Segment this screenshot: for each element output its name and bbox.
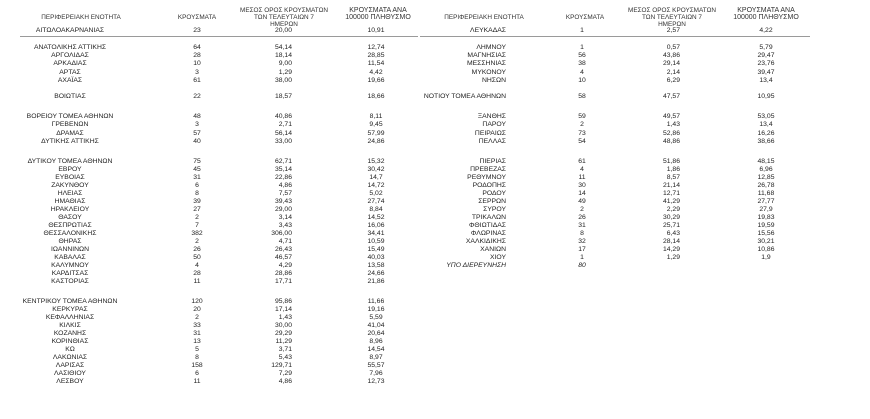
region-cell: ΚΕΦΑΛΛΗΝΙΑΣ bbox=[45, 314, 95, 321]
avg7-cell: 38,00 bbox=[274, 77, 292, 84]
avg7-cell: 7,29 bbox=[278, 370, 292, 377]
region-cell: ΞΑΝΘΗΣ bbox=[477, 113, 506, 120]
per100k-cell: 14,7 bbox=[369, 174, 383, 181]
per100k-cell: 14,54 bbox=[367, 346, 385, 353]
avg7-cell: 62,71 bbox=[274, 158, 292, 165]
region-cell: ΤΡΙΚΑΛΩΝ bbox=[471, 214, 506, 221]
cases-cell: 3 bbox=[195, 121, 199, 128]
cases-cell: 6 bbox=[195, 182, 199, 189]
region-cell: ΛΕΣΒΟΥ bbox=[56, 378, 84, 385]
per100k-cell: 57,99 bbox=[367, 130, 385, 137]
cases-cell: 26 bbox=[193, 246, 201, 253]
region-cell: ΘΕΣΣΑΛΟΝΙΚΗΣ bbox=[43, 230, 97, 237]
cases-cell: 11 bbox=[578, 174, 586, 181]
cases-cell: 40 bbox=[193, 138, 201, 145]
cases-cell: 158 bbox=[191, 362, 203, 369]
per100k-cell: 27,77 bbox=[757, 198, 775, 205]
avg7-cell: 54,14 bbox=[274, 44, 292, 51]
cases-cell: 38 bbox=[578, 60, 586, 67]
cases-cell: 31 bbox=[193, 174, 201, 181]
per100k-cell: 9,45 bbox=[369, 121, 383, 128]
region-cell: ΑΡΤΑΣ bbox=[59, 69, 81, 76]
per100k-cell: 39,47 bbox=[757, 69, 775, 76]
region-cell: ΚΑΒΑΛΑΣ bbox=[54, 254, 86, 261]
avg7-cell: 20,00 bbox=[274, 27, 292, 34]
avg7-cell: 129,71 bbox=[271, 362, 292, 369]
per100k-cell: 6,96 bbox=[759, 166, 773, 173]
region-cell: ΘΑΣΟΥ bbox=[58, 214, 82, 221]
per100k-cell: 19,83 bbox=[757, 214, 775, 221]
region-cell: ΚΕΡΚΥΡΑΣ bbox=[52, 306, 88, 313]
per100k-cell: 5,59 bbox=[369, 314, 383, 321]
per100k-cell: 24,66 bbox=[367, 270, 385, 277]
region-cell: ΑΙΤΩΛΟΑΚΑΡΝΑΝΙΑΣ bbox=[35, 27, 105, 34]
cases-cell: 61 bbox=[193, 77, 201, 84]
region-cell: ΠΙΕΡΙΑΣ bbox=[479, 158, 506, 165]
cases-cell: 27 bbox=[193, 206, 201, 213]
avg7-cell: 1,29 bbox=[278, 69, 292, 76]
avg7-cell: 1,86 bbox=[666, 166, 680, 173]
region-cell: ΚΩ bbox=[65, 346, 75, 353]
cases-cell: 1 bbox=[580, 27, 584, 34]
cases-cell: 23 bbox=[193, 27, 201, 34]
cases-cell: 39 bbox=[193, 198, 201, 205]
region-cell: ΒΟΙΩΤΙΑΣ bbox=[54, 93, 86, 100]
cases-cell: 28 bbox=[193, 52, 201, 59]
avg7-cell: 12,71 bbox=[662, 190, 680, 197]
per100k-cell: 15,32 bbox=[367, 158, 385, 165]
avg7-cell: 18,14 bbox=[274, 52, 292, 59]
cases-cell: 59 bbox=[578, 113, 586, 120]
per100k-cell: 27,74 bbox=[367, 198, 385, 205]
region-cell: ΚΑΛΥΜΝΟΥ bbox=[51, 262, 89, 269]
avg7-cell: 17,14 bbox=[274, 306, 292, 313]
avg7-cell: 51,86 bbox=[662, 158, 680, 165]
per100k-cell: 13,58 bbox=[367, 262, 385, 269]
per100k-cell: 27,9 bbox=[759, 206, 773, 213]
region-cell: ΣΥΡΟΥ bbox=[483, 206, 506, 213]
avg7-cell: 14,29 bbox=[662, 246, 680, 253]
per100k-cell: 8,11 bbox=[369, 113, 383, 120]
per100k-cell: 23,76 bbox=[757, 60, 775, 67]
cases-cell: 28 bbox=[193, 270, 201, 277]
cases-cell: 56 bbox=[578, 52, 586, 59]
avg7-cell: 41,29 bbox=[662, 198, 680, 205]
cases-cell: 20 bbox=[193, 306, 201, 313]
region-cell: ΝΗΣΩΝ bbox=[481, 77, 506, 84]
per100k-cell: 19,66 bbox=[367, 77, 385, 84]
per100k-cell: 38,66 bbox=[757, 138, 775, 145]
per100k-cell: 10,95 bbox=[757, 93, 775, 100]
per100k-cell: 12,74 bbox=[367, 44, 385, 51]
per100k-cell: 55,57 bbox=[367, 362, 385, 369]
region-cell: ΠΕΛΛΑΣ bbox=[478, 138, 506, 145]
cases-cell: 57 bbox=[193, 130, 201, 137]
cases-cell: 31 bbox=[193, 330, 201, 337]
avg7-cell: 48,86 bbox=[662, 138, 680, 145]
per100k-cell: 16,06 bbox=[367, 222, 385, 229]
region-cell: ΑΡΚΑΔΙΑΣ bbox=[53, 60, 87, 67]
region-cell: ΜΑΓΝΗΣΙΑΣ bbox=[467, 52, 506, 59]
avg7-cell: 52,86 bbox=[662, 130, 680, 137]
cases-cell: 2 bbox=[195, 214, 199, 221]
avg7-cell: 33,00 bbox=[274, 138, 292, 145]
per100k-cell: 30,21 bbox=[757, 238, 775, 245]
avg7-cell: 4,86 bbox=[278, 182, 292, 189]
per100k-cell: 20,64 bbox=[367, 330, 385, 337]
avg7-cell: 11,29 bbox=[275, 338, 292, 345]
region-cell: ΧΑΝΙΩΝ bbox=[480, 246, 506, 253]
cases-cell: 32 bbox=[578, 238, 586, 245]
avg7-cell: 1,29 bbox=[666, 254, 680, 261]
avg7-cell: 46,57 bbox=[274, 254, 292, 261]
cases-cell: 49 bbox=[578, 198, 586, 205]
per100k-cell: 11,54 bbox=[367, 60, 385, 67]
avg7-cell: 39,43 bbox=[274, 198, 292, 205]
avg7-cell: 17,71 bbox=[274, 278, 292, 285]
header-left-region: ΠΕΡΙΦΕΡΕΙΑΚΗ ΕΝΟΤΗΤΑ bbox=[41, 14, 121, 21]
avg7-cell: 3,14 bbox=[278, 214, 292, 221]
region-cell: ΧΙΟΥ bbox=[489, 254, 506, 261]
region-cell: ΔΡΑΜΑΣ bbox=[56, 130, 84, 137]
region-cell: ΛΗΜΝΟΥ bbox=[476, 44, 506, 51]
region-cell: ΑΝΑΤΟΛΙΚΗΣ ΑΤΤΙΚΗΣ bbox=[33, 44, 107, 51]
region-cell: ΑΧΑΪΑΣ bbox=[57, 77, 83, 84]
header-right-avg7: ΜΕΣΟΣ ΟΡΟΣ ΚΡΟΥΣΜΑΤΩΝ ΤΩΝ ΤΕΛΕΥΤΑΙΩΝ 7 ΗΜΕΡΩΝ bbox=[628, 7, 716, 28]
region-cell: ΕΒΡΟΥ bbox=[58, 166, 82, 173]
cases-cell: 17 bbox=[578, 246, 586, 253]
header-right-per100k: ΚΡΟΥΣΜΑΤΑ ΑΝΑ 100000 ΠΛΗΘΥΣΜΟ bbox=[733, 7, 799, 21]
region-cell: ΗΡΑΚΛΕΙΟΥ bbox=[50, 206, 90, 213]
cases-cell: 8 bbox=[195, 354, 199, 361]
region-cell: ΔΥΤΙΚΗΣ ΑΤΤΙΚΗΣ bbox=[41, 138, 99, 145]
per100k-cell: 13,4 bbox=[759, 77, 773, 84]
region-cell: ΗΛΕΙΑΣ bbox=[57, 190, 83, 197]
region-cell: ΠΡΕΒΕΖΑΣ bbox=[470, 166, 506, 173]
left-top-rule bbox=[20, 36, 418, 37]
cases-cell: 7 bbox=[195, 222, 199, 229]
region-cell: ΛΕΥΚΑΔΑΣ bbox=[470, 27, 506, 34]
avg7-cell: 3,71 bbox=[278, 346, 292, 353]
per100k-cell: 5,79 bbox=[759, 44, 773, 51]
region-cell: ΙΩΑΝΝΙΝΩΝ bbox=[50, 246, 90, 253]
cases-cell: 30 bbox=[578, 182, 586, 189]
avg7-cell: 5,43 bbox=[278, 354, 292, 361]
avg7-cell: 95,86 bbox=[274, 298, 292, 305]
header-right-cases: ΚΡΟΥΣΜΑΤΑ bbox=[565, 14, 605, 21]
cases-cell: 64 bbox=[193, 44, 201, 51]
cases-cell: 4 bbox=[195, 262, 199, 269]
avg7-cell: 9,00 bbox=[278, 60, 292, 67]
per100k-cell: 15,49 bbox=[367, 246, 385, 253]
cases-cell: 48 bbox=[193, 113, 201, 120]
region-cell: ΛΑΚΩΝΙΑΣ bbox=[52, 354, 88, 361]
per100k-cell: 14,52 bbox=[367, 214, 385, 221]
avg7-cell: 25,71 bbox=[662, 222, 680, 229]
avg7-cell: 26,43 bbox=[274, 246, 292, 253]
region-cell: ΠΕΙΡΑΙΩΣ bbox=[474, 130, 506, 137]
cases-cell: 14 bbox=[578, 190, 586, 197]
per100k-cell: 10,86 bbox=[757, 246, 775, 253]
avg7-cell: 43,86 bbox=[662, 52, 680, 59]
per100k-cell: 15,56 bbox=[757, 230, 775, 237]
cases-cell: 382 bbox=[191, 230, 203, 237]
avg7-cell: 47,57 bbox=[662, 93, 680, 100]
cases-cell: 2 bbox=[195, 314, 199, 321]
avg7-cell: 6,29 bbox=[666, 77, 680, 84]
per100k-cell: 41,04 bbox=[367, 322, 385, 329]
cases-cell: 13 bbox=[193, 338, 201, 345]
per100k-cell: 5,02 bbox=[369, 190, 383, 197]
cases-cell: 31 bbox=[578, 222, 586, 229]
region-cell: ΡΟΔΟΠΗΣ bbox=[472, 182, 506, 189]
cases-cell: 6 bbox=[195, 370, 199, 377]
region-cell: ΡΕΘΥΜΝΟΥ bbox=[467, 174, 506, 181]
avg7-cell: 4,86 bbox=[278, 378, 292, 385]
right-top-rule bbox=[420, 36, 810, 37]
avg7-cell: 7,57 bbox=[278, 190, 292, 197]
region-cell: ΚΕΝΤΡΙΚΟΥ ΤΟΜΕΑ ΑΘΗΝΩΝ bbox=[22, 298, 118, 305]
per100k-cell: 4,42 bbox=[369, 69, 383, 76]
per100k-cell: 1,9 bbox=[761, 254, 771, 261]
cases-cell: 8 bbox=[580, 230, 584, 237]
per100k-cell: 19,59 bbox=[757, 222, 775, 229]
cases-cell: 58 bbox=[578, 93, 586, 100]
cases-cell: 5 bbox=[195, 346, 199, 353]
cases-cell: 4 bbox=[580, 166, 584, 173]
region-cell: ΝΟΤΙΟΥ ΤΟΜΕΑ ΑΘΗΝΩΝ bbox=[423, 93, 506, 100]
region-cell: ΑΡΓΟΛΙΔΑΣ bbox=[51, 52, 89, 59]
cases-cell: 1 bbox=[580, 44, 584, 51]
cases-cell: 3 bbox=[195, 69, 199, 76]
region-cell: ΚΙΛΚΙΣ bbox=[59, 322, 81, 329]
avg7-cell: 30,00 bbox=[274, 322, 292, 329]
per100k-cell: 12,85 bbox=[757, 174, 775, 181]
avg7-cell: 21,14 bbox=[662, 182, 680, 189]
avg7-cell: 56,14 bbox=[274, 130, 292, 137]
region-cell: ΘΗΡΑΣ bbox=[58, 238, 82, 245]
cases-cell: 4 bbox=[580, 69, 584, 76]
per100k-cell: 8,96 bbox=[369, 338, 383, 345]
avg7-cell: 2,71 bbox=[278, 121, 292, 128]
region-cell: ΛΑΣΙΘΙΟΥ bbox=[54, 370, 86, 377]
region-cell: ΦΛΩΡΙΝΑΣ bbox=[470, 230, 506, 237]
per100k-cell: 8,97 bbox=[369, 354, 383, 361]
region-cell: ΚΑΡΔΙΤΣΑΣ bbox=[51, 270, 89, 277]
cases-cell: 120 bbox=[191, 298, 203, 305]
region-cell: ΓΡΕΒΕΝΩΝ bbox=[51, 121, 89, 128]
per100k-cell: 11,68 bbox=[757, 190, 775, 197]
cases-cell: 61 bbox=[578, 158, 586, 165]
per100k-cell: 53,05 bbox=[757, 113, 775, 120]
region-cell: ΜΥΚΟΝΟΥ bbox=[471, 69, 506, 76]
per100k-cell: 4,22 bbox=[759, 27, 773, 34]
per100k-cell: 18,66 bbox=[367, 93, 385, 100]
per100k-cell: 21,86 bbox=[367, 278, 385, 285]
avg7-cell: 306,00 bbox=[271, 230, 292, 237]
cases-cell: 50 bbox=[193, 254, 201, 261]
region-cell: ΣΕΡΡΩΝ bbox=[478, 198, 506, 205]
cases-cell: 54 bbox=[578, 138, 586, 145]
avg7-cell: 35,14 bbox=[274, 166, 292, 173]
region-cell: ΖΑΚΥΝΘΟΥ bbox=[51, 182, 89, 189]
per100k-cell: 8,84 bbox=[369, 206, 383, 213]
per100k-cell: 11,66 bbox=[367, 298, 385, 305]
avg7-cell: 8,57 bbox=[666, 174, 680, 181]
region-cell: ΜΕΣΣΗΝΙΑΣ bbox=[466, 60, 506, 67]
cases-cell: 26 bbox=[578, 214, 586, 221]
per100k-cell: 30,42 bbox=[367, 166, 385, 173]
cases-cell: 80 bbox=[578, 262, 586, 269]
per100k-cell: 12,73 bbox=[367, 378, 385, 385]
region-cell: ΚΑΣΤΟΡΙΑΣ bbox=[51, 278, 89, 285]
cases-cell: 75 bbox=[193, 158, 201, 165]
region-cell: ΠΑΡΟΥ bbox=[482, 121, 506, 128]
region-cell: ΒΟΡΕΙΟΥ ΤΟΜΕΑ ΑΘΗΝΩΝ bbox=[26, 113, 114, 120]
avg7-cell: 28,14 bbox=[662, 238, 680, 245]
header-left-avg7: ΜΕΣΟΣ ΟΡΟΣ ΚΡΟΥΣΜΑΤΩΝ ΤΩΝ ΤΕΛΕΥΤΑΙΩΝ 7 ΗΜΕΡΩΝ bbox=[240, 7, 328, 28]
per100k-cell: 10,59 bbox=[367, 238, 385, 245]
cases-cell: 11 bbox=[193, 378, 201, 385]
header-left-per100k: ΚΡΟΥΣΜΑΤΑ ΑΝΑ 100000 ΠΛΗΘΥΣΜΟ bbox=[345, 7, 411, 21]
region-cell: ΧΑΛΚΙΔΙΚΗΣ bbox=[465, 238, 506, 245]
cases-cell: 45 bbox=[193, 166, 201, 173]
header-right-region: ΠΕΡΙΦΕΡΕΙΑΚΗ ΕΝΟΤΗΤΑ bbox=[444, 14, 524, 21]
avg7-cell: 49,57 bbox=[662, 113, 680, 120]
region-cell: ΥΠΟ ΔΙΕΡΕΥΝΗΣΗ bbox=[446, 262, 506, 269]
cases-cell: 2 bbox=[580, 206, 584, 213]
cases-cell: 33 bbox=[193, 322, 201, 329]
per100k-cell: 24,86 bbox=[367, 138, 385, 145]
avg7-cell: 2,57 bbox=[666, 27, 680, 34]
region-cell: ΘΕΣΠΡΩΤΙΑΣ bbox=[48, 222, 92, 229]
cases-cell: 73 bbox=[578, 130, 586, 137]
per100k-cell: 29,47 bbox=[757, 52, 775, 59]
avg7-cell: 40,86 bbox=[274, 113, 292, 120]
avg7-cell: 2,29 bbox=[666, 206, 680, 213]
region-cell: ΛΑΡΙΣΑΣ bbox=[55, 362, 85, 369]
avg7-cell: 1,43 bbox=[278, 314, 292, 321]
per100k-cell: 26,78 bbox=[757, 182, 775, 189]
region-cell: ΡΟΔΟΥ bbox=[482, 190, 506, 197]
cases-cell: 1 bbox=[580, 254, 584, 261]
avg7-cell: 3,43 bbox=[278, 222, 292, 229]
avg7-cell: 4,71 bbox=[278, 238, 292, 245]
avg7-cell: 30,29 bbox=[662, 214, 680, 221]
avg7-cell: 22,86 bbox=[274, 174, 292, 181]
per100k-cell: 13,4 bbox=[759, 121, 773, 128]
per100k-cell: 34,41 bbox=[367, 230, 385, 237]
avg7-cell: 4,29 bbox=[278, 262, 292, 269]
per100k-cell: 28,85 bbox=[367, 52, 385, 59]
avg7-cell: 2,14 bbox=[666, 69, 680, 76]
region-cell: ΦΘΙΩΤΙΔΑΣ bbox=[469, 222, 506, 229]
per100k-cell: 40,03 bbox=[367, 254, 385, 261]
per100k-cell: 16,26 bbox=[757, 130, 775, 137]
region-cell: ΔΥΤΙΚΟΥ ΤΟΜΕΑ ΑΘΗΝΩΝ bbox=[27, 158, 113, 165]
avg7-cell: 29,14 bbox=[662, 60, 680, 67]
cases-cell: 2 bbox=[580, 121, 584, 128]
per100k-cell: 48,15 bbox=[757, 158, 775, 165]
avg7-cell: 29,29 bbox=[274, 330, 292, 337]
avg7-cell: 6,43 bbox=[666, 230, 680, 237]
cases-cell: 2 bbox=[195, 238, 199, 245]
avg7-cell: 18,57 bbox=[274, 93, 292, 100]
cases-cell: 10 bbox=[193, 60, 201, 67]
per100k-cell: 14,72 bbox=[367, 182, 385, 189]
per100k-cell: 19,16 bbox=[367, 306, 385, 313]
avg7-cell: 28,86 bbox=[274, 270, 292, 277]
region-cell: ΕΥΒΟΙΑΣ bbox=[55, 174, 85, 181]
region-cell: ΚΟΖΑΝΗΣ bbox=[53, 330, 87, 337]
avg7-cell: 29,00 bbox=[274, 206, 292, 213]
avg7-cell: 1,43 bbox=[666, 121, 680, 128]
cases-cell: 8 bbox=[195, 190, 199, 197]
cases-cell: 10 bbox=[578, 77, 586, 84]
region-cell: ΗΜΑΘΙΑΣ bbox=[54, 198, 86, 205]
region-cell: ΚΟΡΙΝΘΙΑΣ bbox=[51, 338, 89, 345]
cases-cell: 11 bbox=[193, 278, 201, 285]
per100k-cell: 10,91 bbox=[367, 27, 385, 34]
per100k-cell: 7,96 bbox=[369, 370, 383, 377]
avg7-cell: 0,57 bbox=[666, 44, 680, 51]
cases-cell: 22 bbox=[193, 93, 201, 100]
header-left-cases: ΚΡΟΥΣΜΑΤΑ bbox=[177, 14, 217, 21]
